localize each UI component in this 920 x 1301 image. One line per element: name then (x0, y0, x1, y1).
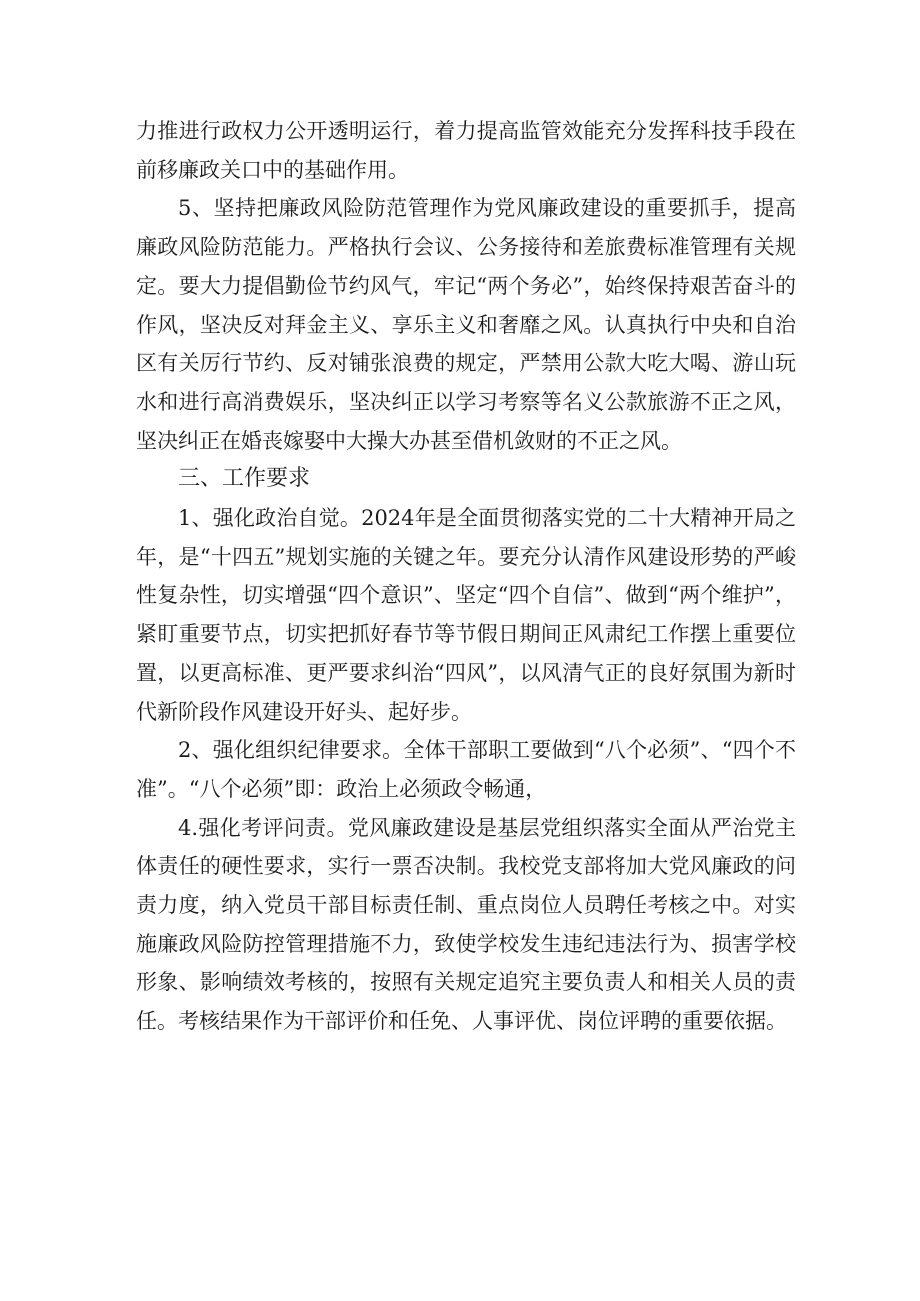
paragraph-item-2: 2、强化组织纪律要求。全体干部职工要做到“八个必须”、“四个不准”。“八个必须”即：政治上必须政令畅通， (136, 738, 796, 801)
paragraph-item-1: 1、强化政治自觉。2024年是全面贯彻落实党的二十大精神开局之年，是“十四五”规划实施的关键之年。要充分认清作风建设形势的严峻性复杂性，切实增强“四个意识”、坚定“四个自信”、做到“两个维护”，紧盯重要节点，切实把抓好春节等节假日期间正风肃纪工作摆上重要位置，以更高标准、更严要求纠治“四风”，以风清气正的良好氛围为新时代新阶段作风建设开好头、起好步。 (136, 506, 796, 724)
document-body (136, 112, 796, 1041)
paragraph-item-5: 5、坚持把廉政风险防范管理作为党风廉政建设的重要抓手，提高廉政风险防范能力。严格执行会议、公务接待和差旅费标准管理有关规定。要大力提倡勤俭节约风气，牢记“两个务必”，始终保持艰苦奋斗的作风，坚决反对拜金主义、享乐主义和奢靡之风。认真执行中央和自治区有关厉行节约、反对铺张浪费的规定，严禁用公款大吃大喝、游山玩水和进行高消费娱乐，坚决纠正以学习考察等名义公款旅游不正之风，坚决纠正在婚丧嫁娶中大操大办甚至借机敛财的不正之风。 (136, 196, 796, 453)
continuation-paragraph: 力推进行政权力公开透明运行，着力提高监管效能充分发挥科技手段在前移廉政关口中的基础作用。 (136, 119, 796, 182)
section-heading-work-requirements: 三、工作要求 (178, 466, 311, 492)
paragraph-item-4: 4.强化考评问责。党风廉政建设是基层党组织落实全面从严治党主体责任的硬性要求，实行一票否决制。我校党支部将加大党风廉政的问责力度，纳入党员干部目标责任制、重点岗位人员聘任考核之中。对实施廉政风险防控管理措施不力，致使学校发生违纪违法行为、损害学校形象、影响绩效考核的，按照有关规定追究主要负责人和相关人员的责任。考核结果作为干部评价和任免、人事评优、岗位评聘的重要依据。 (136, 815, 796, 1034)
